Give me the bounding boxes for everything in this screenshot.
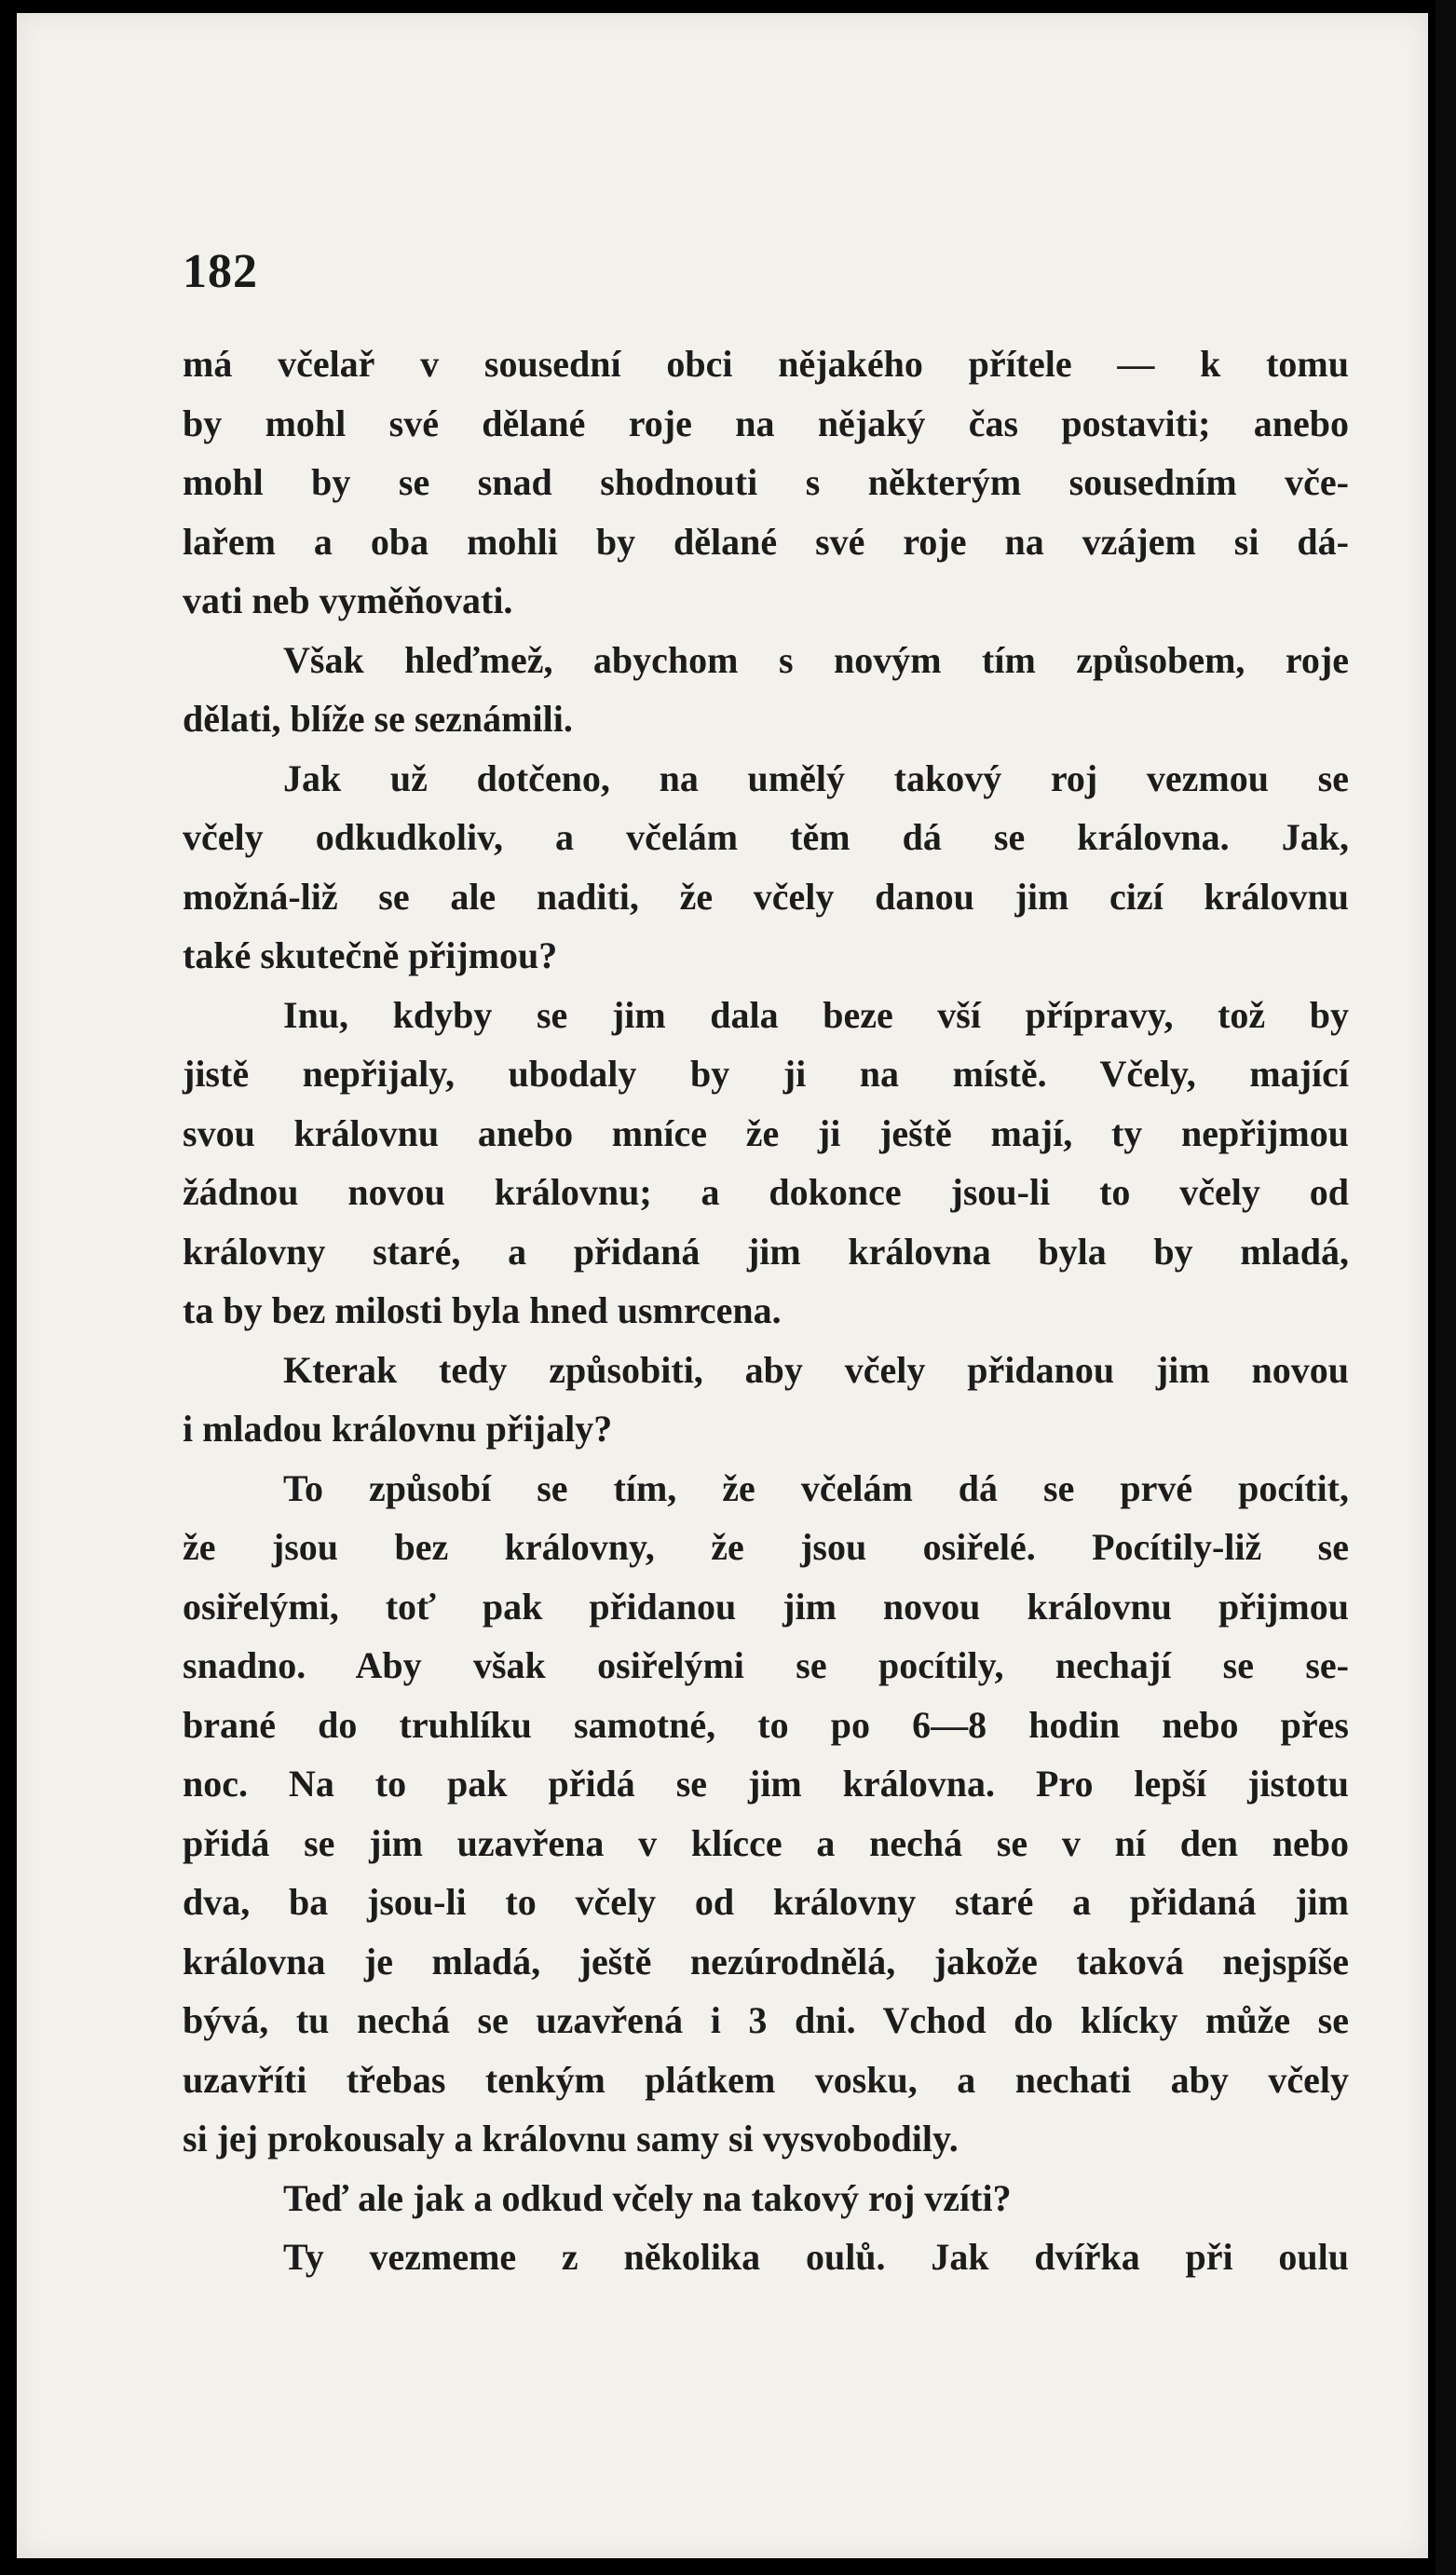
text-line: možná-liž se ale naditi, že včely danou jim cizí královnu — [183, 875, 1349, 918]
book-page — [17, 13, 1428, 2558]
text-line: svou královnu anebo mníce že ji ještě mají, ty nepřijmou — [183, 1111, 1349, 1154]
text-line: také skutečně přijmou? — [183, 934, 558, 976]
text-line: královna je mladá, ještě nezúrodnělá, jakože taková nejspíše — [183, 1940, 1349, 1982]
text-line: noc. Na to pak přidá se jim královna. Pro lepší jistotu — [183, 1763, 1349, 1805]
text-line: si jej prokousaly a královnu samy si vysvobodily. — [183, 2118, 959, 2159]
text-line: by mohl své dělané roje na nějaký čas postaviti; anebo — [183, 402, 1349, 444]
text-line: bývá, tu nechá se uzavřená i 3 dni. Vchod do klícky může se — [183, 1999, 1349, 2041]
text-line: Kterak tedy způsobiti, aby včely přidanou jim novou — [283, 1348, 1349, 1391]
text-line: Teď ale jak a odkud včely na takový roj vzíti? — [283, 2176, 1012, 2219]
text-line: osiřelými, toť pak přidanou jim novou královnu přijmou — [183, 1585, 1349, 1628]
text-line: ta by bez milosti byla hned usmrcena. — [183, 1289, 782, 1331]
text-line: vati neb vyměňovati. — [183, 579, 513, 621]
text-line: lařem a oba mohli by dělané své roje na vzájem si dá- — [183, 520, 1349, 563]
text-line: dva, ba jsou-li to včely od královny staré a přidaná jim — [183, 1881, 1349, 1923]
text-line: uzavříti třebas tenkým plátkem vosku, a nechati aby včely — [183, 2058, 1349, 2101]
text-line: královny staré, a přidaná jim královna byla by mladá, — [183, 1230, 1349, 1273]
text-line: snadno. Aby však osiřelými se pocítily, nechají se se- — [183, 1644, 1349, 1686]
text-line: i mladou královnu přijaly? — [183, 1408, 613, 1450]
text-line: má včelař v sousední obci nějakého přítele — k tomu — [183, 343, 1349, 385]
text-line: že jsou bez královny, že jsou osiřelé. Pocítily-liž se — [183, 1526, 1349, 1568]
text-line: žádnou novou královnu; a dokonce jsou-li to včely od — [183, 1171, 1349, 1213]
text-line: Ty vezmeme z několika oulů. Jak dvířka při oulu — [283, 2236, 1349, 2278]
scan-border — [1436, 0, 1456, 2575]
text-line: včely odkudkoliv, a včelám těm dá se královna. Jak, — [183, 816, 1349, 858]
text-line: To způsobí se tím, že včelám dá se prvé pocítit, — [283, 1466, 1349, 1509]
text-line: Inu, kdyby se jim dala beze vší přípravy, tož by — [283, 993, 1349, 1036]
page-number: 182 — [183, 245, 258, 298]
text-line: dělati, blíže se seznámili. — [183, 698, 573, 740]
text-line: mohl by se snad shodnouti s některým sousedním vče- — [183, 461, 1349, 503]
text-line: brané do truhlíku samotné, to po 6—8 hodin nebo přes — [183, 1703, 1349, 1746]
text-line: Jak už dotčeno, na umělý takový roj vezmou se — [283, 756, 1349, 799]
text-line: Však hleďmež, abychom s novým tím způsobem, roje — [283, 638, 1349, 681]
body-text — [183, 334, 1349, 2287]
text-line: jistě nepřijaly, ubodaly by ji na místě. Včely, mající — [183, 1053, 1349, 1095]
text-line: přidá se jim uzavřena v klícce a nechá se v ní den nebo — [183, 1821, 1349, 1864]
